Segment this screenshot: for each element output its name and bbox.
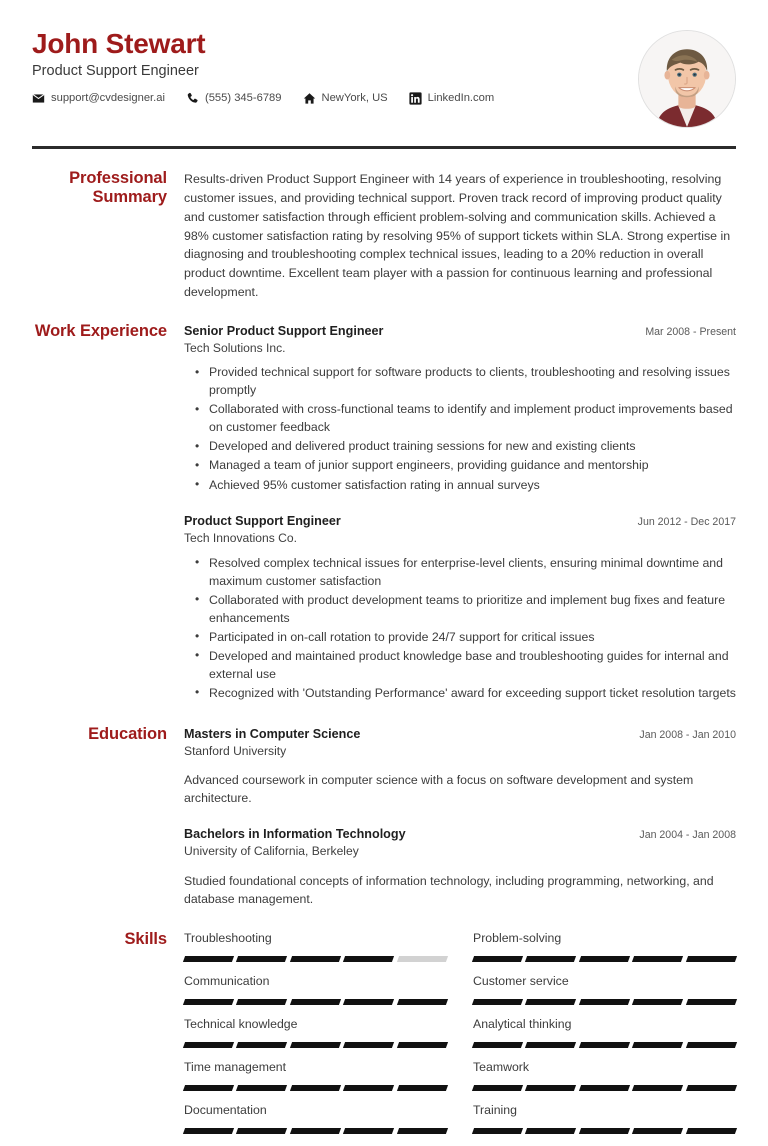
resume-header bbox=[32, 0, 736, 128]
job-title: Product Support Engineer bbox=[32, 63, 199, 80]
skill-name: Communication bbox=[184, 974, 270, 989]
skill-name: Training bbox=[473, 1103, 517, 1118]
entry-organization: Stanford University bbox=[184, 743, 287, 758]
entry-header bbox=[184, 513, 736, 530]
section-body-skills bbox=[184, 930, 736, 1146]
skill-rating bbox=[473, 999, 736, 1005]
education-entry bbox=[184, 826, 736, 908]
entry-organization: Tech Solutions Inc. bbox=[184, 340, 286, 355]
list-item: • Recognized with 'Outstanding Performance' award for exceeding support ticket resolution targets bbox=[209, 685, 736, 703]
skill-rating-segment bbox=[343, 1128, 395, 1134]
skill-rating-segment bbox=[579, 1128, 631, 1134]
skill-name: Troubleshooting bbox=[184, 931, 272, 946]
skill-item bbox=[184, 931, 447, 974]
experience-entry bbox=[184, 323, 736, 494]
entry-description: Studied foundational concepts of information technology, including programming, networking, and database management. bbox=[184, 873, 714, 907]
skills-grid bbox=[184, 931, 736, 1146]
skill-name: Teamwork bbox=[473, 1060, 530, 1075]
skill-rating-segment bbox=[632, 1128, 684, 1134]
skill-rating bbox=[473, 1042, 736, 1048]
skill-rating-segment bbox=[525, 1128, 577, 1134]
linkedin-icon bbox=[409, 92, 422, 105]
skill-rating-segment bbox=[525, 1085, 577, 1091]
contact-phone[interactable] bbox=[186, 92, 282, 105]
skill-rating-segment bbox=[686, 1128, 738, 1134]
skill-rating-segment bbox=[290, 1085, 342, 1091]
skill-rating-segment bbox=[343, 999, 395, 1005]
section-skills bbox=[32, 910, 736, 1146]
skill-rating-segment bbox=[397, 1128, 449, 1134]
skill-rating-segment bbox=[525, 999, 577, 1005]
skill-item bbox=[473, 974, 736, 1017]
skill-rating-segment bbox=[632, 1085, 684, 1091]
home-icon bbox=[303, 92, 316, 105]
education-entry bbox=[184, 726, 736, 808]
skill-name: Time management bbox=[184, 1060, 287, 1075]
skill-rating-segment bbox=[343, 1085, 395, 1091]
skill-rating bbox=[473, 1085, 736, 1091]
skill-rating-segment bbox=[290, 999, 342, 1005]
skill-rating bbox=[184, 956, 447, 962]
skill-rating-segment bbox=[290, 956, 342, 962]
section-label-experience: Work Experience bbox=[34, 321, 167, 340]
list-item: • Participated in on-call rotation to provide 24/7 support for critical issues bbox=[209, 629, 736, 647]
contact-phone-label: (555) 345-6789 bbox=[204, 92, 282, 105]
entry-date: Jun 2012 - Dec 2017 bbox=[637, 516, 736, 529]
skill-rating-segment bbox=[397, 1085, 449, 1091]
entry-organization: University of California, Berkeley bbox=[184, 844, 359, 859]
skill-rating bbox=[184, 1128, 447, 1134]
section-body-experience bbox=[184, 322, 736, 705]
skill-item bbox=[473, 1017, 736, 1060]
skill-rating-segment bbox=[472, 956, 524, 962]
contact-location[interactable] bbox=[303, 92, 388, 105]
skill-item bbox=[184, 1017, 447, 1060]
skill-rating-segment bbox=[472, 1042, 524, 1048]
skill-rating-segment bbox=[397, 1042, 449, 1048]
skill-item bbox=[184, 974, 447, 1017]
skill-rating-segment bbox=[236, 999, 288, 1005]
list-item: • Managed a team of junior support engineers, providing guidance and mentorship bbox=[209, 457, 736, 475]
entry-header bbox=[184, 323, 736, 340]
skill-name: Technical knowledge bbox=[184, 1017, 298, 1032]
entry-title: Senior Product Support Engineer bbox=[184, 323, 384, 338]
list-item: • Provided technical support for software products to clients, troubleshooting and resolving issues promptly bbox=[209, 364, 736, 399]
skill-rating-segment bbox=[632, 999, 684, 1005]
avatar bbox=[638, 30, 736, 128]
contact-row bbox=[32, 92, 620, 105]
skill-item bbox=[473, 1103, 736, 1146]
list-item: • Achieved 95% customer satisfaction rating in annual surveys bbox=[209, 477, 736, 495]
entry-title: Masters in Computer Science bbox=[184, 726, 361, 741]
section-label-summary: Professional Summary bbox=[69, 169, 167, 207]
section-label-skills: Skills bbox=[124, 930, 167, 949]
skill-name: Problem-solving bbox=[473, 931, 562, 946]
avatar-illustration bbox=[639, 31, 735, 127]
skill-rating-segment bbox=[290, 1042, 342, 1048]
list-item: • Collaborated with cross-functional teams to identify and implement product improvements based on customer feedback bbox=[209, 401, 736, 436]
entry-date: Jan 2004 - Jan 2008 bbox=[639, 829, 736, 842]
skill-rating bbox=[184, 1042, 447, 1048]
section-work-experience bbox=[32, 302, 736, 705]
skill-name: Customer service bbox=[473, 974, 569, 989]
skill-rating bbox=[473, 956, 736, 962]
skill-item bbox=[184, 1060, 447, 1103]
skill-rating-segment bbox=[632, 956, 684, 962]
skill-rating-segment bbox=[236, 956, 288, 962]
envelope-icon bbox=[32, 92, 45, 105]
entry-date: Mar 2008 - Present bbox=[645, 325, 736, 338]
skill-name: Documentation bbox=[184, 1103, 267, 1118]
skill-rating-segment bbox=[632, 1042, 684, 1048]
entry-title: Product Support Engineer bbox=[184, 514, 341, 529]
skill-rating-segment bbox=[236, 1042, 288, 1048]
skill-rating-segment bbox=[686, 956, 738, 962]
skill-rating-segment bbox=[343, 1042, 395, 1048]
skill-item bbox=[184, 1103, 447, 1146]
contact-linkedin[interactable] bbox=[409, 92, 495, 105]
skill-rating bbox=[473, 1128, 736, 1134]
skill-item bbox=[473, 1060, 736, 1103]
contact-linkedin-label: LinkedIn.com bbox=[427, 92, 495, 105]
skill-rating-segment bbox=[686, 999, 738, 1005]
skill-rating-segment bbox=[472, 1128, 524, 1134]
list-item: • Developed and maintained product knowledge base and troubleshooting guides for internal and external use bbox=[209, 648, 736, 683]
list-item: • Resolved complex technical issues for enterprise-level clients, ensuring minimal downtime and maximum customer satisfaction bbox=[209, 555, 736, 590]
list-item: • Developed and delivered product training sessions for new and existing clients bbox=[209, 438, 736, 456]
contact-email[interactable] bbox=[32, 92, 165, 105]
skill-rating-segment bbox=[183, 1042, 235, 1048]
entry-title: Bachelors in Information Technology bbox=[184, 827, 406, 842]
entry-description: Advanced coursework in computer science with a focus on software development and system architecture. bbox=[184, 773, 694, 806]
section-body-education bbox=[184, 725, 736, 911]
skill-rating-segment bbox=[183, 1085, 235, 1091]
skill-rating bbox=[184, 999, 447, 1005]
section-body-summary bbox=[184, 169, 736, 302]
skill-rating-segment bbox=[183, 999, 235, 1005]
skill-rating-segment bbox=[397, 999, 449, 1005]
phone-icon bbox=[186, 92, 199, 105]
skill-rating-segment bbox=[579, 956, 631, 962]
entry-bullet-list bbox=[184, 555, 736, 703]
skill-item bbox=[473, 931, 736, 974]
skill-rating-segment bbox=[343, 956, 395, 962]
page-title: John Stewart bbox=[32, 28, 206, 59]
summary-text: Results-driven Product Support Engineer with 14 years of experience in troubleshooting, resolving customer issues, and providing technical support. Proven track record of improving product quality and customer satisfaction through efficient problem-solving and communication skills. Achieved a 98% customer satisfaction rating by resolving 95% of support tickets within SLA. Strong expertise in diagnosing and troubleshooting complex technical issues, leading to a 20% reduction in overall product downtime. Excellent team player with a passion for continuous learning and professional development. bbox=[184, 172, 731, 300]
section-professional-summary bbox=[32, 149, 736, 302]
entry-bullet-list bbox=[184, 364, 736, 494]
photo-wrap bbox=[638, 28, 736, 128]
skill-rating-segment bbox=[472, 1085, 524, 1091]
skill-rating-segment bbox=[397, 956, 449, 962]
section-label-education: Education bbox=[88, 724, 167, 743]
skill-rating-segment bbox=[236, 1128, 288, 1134]
section-education bbox=[32, 705, 736, 911]
entry-organization: Tech Innovations Co. bbox=[184, 531, 297, 546]
entry-header bbox=[184, 826, 736, 843]
skill-rating-segment bbox=[290, 1128, 342, 1134]
skill-rating-segment bbox=[579, 1042, 631, 1048]
skill-rating-segment bbox=[183, 956, 235, 962]
header-left bbox=[32, 28, 620, 105]
skill-rating bbox=[184, 1085, 447, 1091]
skill-rating-segment bbox=[579, 999, 631, 1005]
contact-location-label: NewYork, US bbox=[321, 92, 388, 105]
skill-rating-segment bbox=[472, 999, 524, 1005]
skill-rating-segment bbox=[525, 1042, 577, 1048]
entry-header bbox=[184, 726, 736, 743]
skill-rating-segment bbox=[579, 1085, 631, 1091]
skill-name: Analytical thinking bbox=[473, 1017, 572, 1032]
skill-rating-segment bbox=[236, 1085, 288, 1091]
list-item: • Collaborated with product development teams to prioritize and implement bug fixes and feature enhancements bbox=[209, 592, 736, 627]
skill-rating-segment bbox=[686, 1042, 738, 1048]
skill-rating-segment bbox=[183, 1128, 235, 1134]
skill-rating-segment bbox=[525, 956, 577, 962]
contact-email-label: support@cvdesigner.ai bbox=[51, 92, 165, 105]
skill-rating-segment bbox=[686, 1085, 738, 1091]
experience-entry bbox=[184, 513, 736, 702]
entry-date: Jan 2008 - Jan 2010 bbox=[639, 728, 736, 741]
